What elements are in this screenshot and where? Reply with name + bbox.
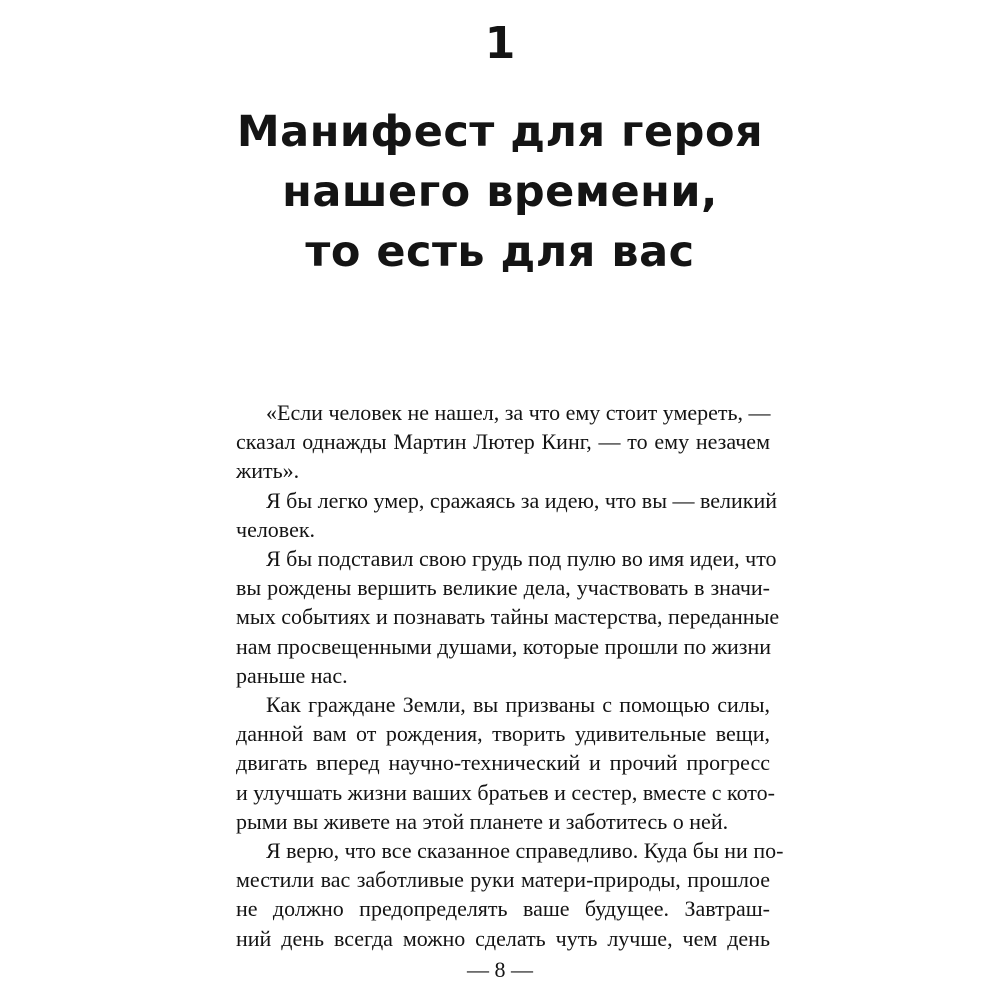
text-line: ний день всегда можно сделать чуть лучше, чем день — [236, 925, 770, 951]
text-line: двигать вперед научно-технический и прочий прогресс — [236, 750, 770, 776]
text-line: вы рождены вершить великие дела, участвовать в значи- — [236, 575, 770, 601]
text-line: и улучшать жизни ваших братьев и сестер, вместе с кото- — [236, 779, 775, 805]
page-number: — 8 — — [467, 957, 533, 982]
text-line: нам просвещенными душами, которые прошли по жизни — [236, 633, 771, 659]
body-text — [236, 398, 784, 953]
text-line: рыми вы живете на этой планете и заботитесь о ней. — [236, 808, 729, 834]
text-line: данной вам от рождения, творить удивительные вещи, — [236, 721, 770, 747]
text-line: сказал однажды Мартин Лютер Кинг, — то ему незачем — [236, 429, 770, 455]
chapter-title-line: Манифест для героя — [236, 107, 764, 157]
paragraph — [236, 398, 770, 486]
chapter-title-line: нашего времени, — [282, 167, 718, 217]
chapter-title-line: то есть для вас — [305, 227, 695, 277]
text-line: «Если человек не нашел, за что ему стоит умереть, — — [266, 400, 771, 425]
text-line: человек. — [236, 516, 316, 542]
chapter-number: 1 — [484, 18, 516, 69]
paragraph — [236, 486, 777, 544]
chapter-title — [0, 102, 1000, 282]
text-line: местили вас заботливые руки матери-природы, прошлое — [236, 867, 770, 893]
text-line: Я верю, что все сказанное справедливо. Куда бы ни по- — [266, 838, 784, 864]
paragraph — [236, 544, 780, 690]
text-line: раньше нас. — [236, 662, 348, 688]
text-line: жить». — [236, 458, 300, 484]
text-line: Как граждане Земли, вы призваны с помощью силы, — [266, 692, 770, 718]
text-line: Я бы легко умер, сражаясь за идею, что вы — великий — [266, 487, 777, 513]
text-line: не должно предопределять ваше будущее. Завтраш- — [236, 896, 770, 922]
text-line: Я бы подставил свою грудь под пулю во имя идеи, что — [266, 546, 777, 572]
text-line: мых событиях и познавать тайны мастерства, переданные — [236, 604, 780, 630]
paragraph — [236, 836, 784, 953]
paragraph — [236, 690, 775, 836]
